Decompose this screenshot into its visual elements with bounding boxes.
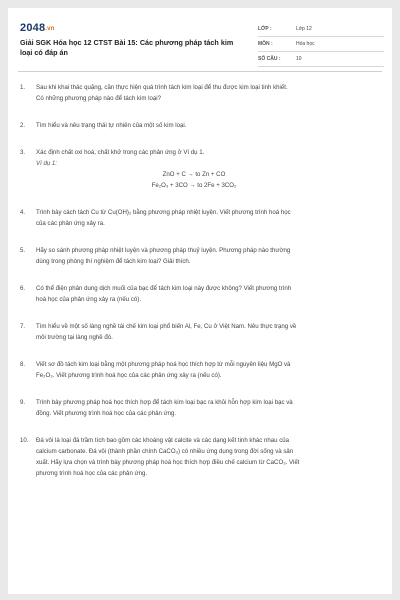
question-number: 5. <box>20 247 26 254</box>
question-list <box>18 82 382 495</box>
meta-row-subject <box>258 37 384 52</box>
question-item <box>18 283 382 305</box>
meta-key: LỚP : <box>258 26 272 32</box>
meta-key: MÔN : <box>258 41 273 47</box>
question-text: Tìm hiểu về một số làng nghề tái chế kim loại phổ biến Al, Fe, Cu ở Việt Nam. Nêu thực trạng về môi trường tại làng nghề đó. <box>36 323 297 341</box>
question-number: 8. <box>20 361 26 368</box>
question-number: 2. <box>20 122 26 129</box>
question-item <box>18 435 382 479</box>
question-text: Trình bày phương pháp hoá học thích hợp để tách kim loại bạc ra khỏi hỗn hợp kim loại bạc và đồng. Viết phương trình hoá học của các phản ứng. <box>36 399 293 417</box>
example-label: Ví dụ 1: <box>36 160 58 167</box>
question-item <box>18 397 382 419</box>
question-item <box>18 359 382 381</box>
question-number: 7. <box>20 323 26 330</box>
question-item <box>18 321 382 343</box>
document-header <box>18 16 384 68</box>
site-logo[interactable] <box>20 22 55 34</box>
question-number: 9. <box>20 399 26 406</box>
equation-line: Fe₂O₃ + 3CO → to 2Fe + 3CO₂ <box>151 182 237 189</box>
question-number: 10. <box>20 437 29 444</box>
logo-text: 2048 <box>20 22 46 34</box>
question-number: 6. <box>20 285 26 292</box>
question-text: Xác định chất oxi hoá, chất khử trong các phản ứng ở Ví dụ 1. <box>36 149 205 156</box>
question-text: Viết sơ đồ tách kim loại bằng một phương pháp hoá học thích hợp từ mỗi nguyên liệu MgO và Fe₂O₃. Viết phương trình hoá học của các phản ứng xảy ra (nếu có). <box>36 361 291 379</box>
meta-key: SỐ CÂU : <box>258 56 281 62</box>
question-text: Tìm hiểu và nêu trạng thái tự nhiên của một số kim loại. <box>36 122 187 129</box>
equation-line: ZnO + C → to Zn + CO <box>162 171 226 178</box>
meta-row-count <box>258 52 384 67</box>
question-item <box>18 120 382 131</box>
logo-suffix: .vn <box>45 26 55 32</box>
question-text: Sau khi khai thác quặng, cần thực hiện quá trình tách kim loại để thu được kim loại tinh khiết. Có những phương pháp nào để tách kim loại? <box>36 84 288 102</box>
question-number: 4. <box>20 209 26 216</box>
question-item <box>18 207 382 229</box>
meta-value: Lớp 12 <box>296 26 312 32</box>
question-text: Có thể điện phân dung dịch muối của bạc để tách kim loại này được không? Viết phương trình hoá học của phản ứng xảy ra (nếu có). <box>36 285 292 303</box>
meta-value: Hóa học <box>296 41 315 47</box>
meta-row-class <box>258 22 384 37</box>
question-item <box>18 245 382 267</box>
question-text: Trình bày cách tách Cu từ Cu(OH)₂ bằng phương pháp nhiệt luyện. Viết phương trình hoá học của các phản ứng xảy ra. <box>36 209 291 227</box>
question-text: Hãy so sánh phương pháp nhiệt luyện và phương pháp thuỷ luyện. Phương pháp nào thường dùng trong phòng thí nghiệm để tách kim loại? Giải thích. <box>36 247 291 265</box>
header-divider <box>18 71 382 72</box>
question-item <box>18 82 382 104</box>
question-number: 1. <box>20 84 26 91</box>
question-text: Đá vôi là loại đá trầm tích bao gồm các khoáng vật calcite và các dạng kết tinh khác nhau của calcium carbonate. Đá vôi (thành phần chính CaCO₃) có nhiều ứng dụng trong đời sống và sản xuất. Hãy lựa chọn và trình bày phương pháp hoá học thích hợp điều chế calcium từ CaCO₃. Viết phương trình hoá học của các phản ứng. <box>36 437 300 477</box>
question-number: 3. <box>20 149 26 156</box>
question-item <box>18 147 382 191</box>
document-title: Giải SGK Hóa học 12 CTST Bài 15: Các phương pháp tách kim loại có đáp án <box>20 38 234 57</box>
meta-table <box>258 22 384 67</box>
document-page <box>8 8 392 594</box>
meta-value: 10 <box>296 56 302 62</box>
